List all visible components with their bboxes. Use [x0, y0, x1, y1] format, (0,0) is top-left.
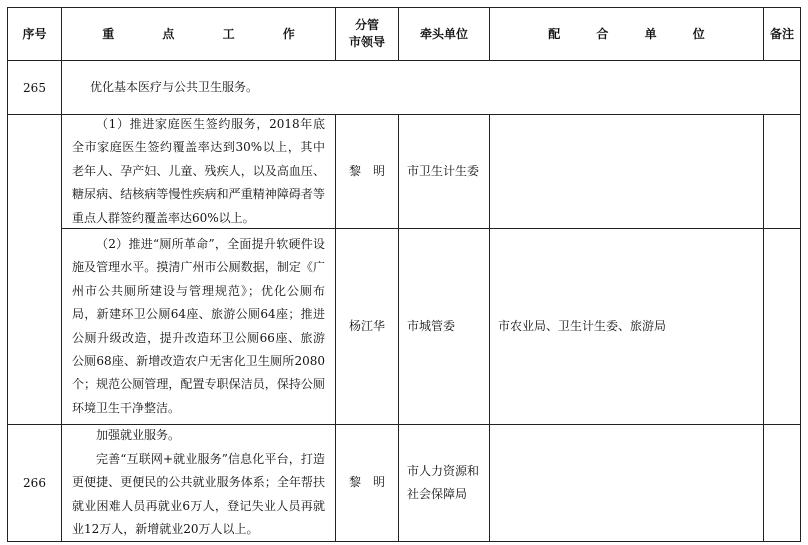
- row-265-seq-value: 265: [23, 80, 46, 95]
- row-266-work: [62, 425, 335, 541]
- header-leader: [336, 8, 398, 60]
- header-remark: [764, 8, 800, 60]
- header-seq-label: 序号: [22, 26, 47, 41]
- item1-lead-unit: [399, 115, 489, 228]
- header-leader-line1: 分管: [354, 18, 379, 32]
- item2-lead-unit-name: 市城管委: [407, 318, 456, 333]
- item1-lead-unit-name: 市卫生计生委: [407, 163, 480, 178]
- row-266-seq-value: 266: [23, 476, 46, 490]
- row-266-work-title: 加强就业服务。: [96, 428, 181, 443]
- item1-work: [62, 115, 335, 228]
- item1-coop-unit: [490, 115, 763, 228]
- item2-work: [62, 229, 335, 424]
- item1-remark: [764, 115, 800, 228]
- item1-leader-name: 黎 明: [348, 163, 385, 178]
- row-266-lead-unit: [399, 425, 489, 541]
- col-line-right: [800, 7, 801, 542]
- item1-leader: [336, 115, 398, 228]
- item2-leader: [336, 229, 398, 424]
- item2-work-text: （2）推进“厕所革命”，全面提升软硬件设施及管理水平。摸清广州市公厕数据，制定《广州市公共厕所建设与管理规范》；优化公厕布局，新建环卫公厕64座、旅游公厕64座；推进公厕升级改造，提升改造环卫公厕66座、旅游公厕68座、新增改造农户无害化卫生厕所2080个；规范公厕管理，配置专职保洁员，保持公厕环境卫生干净整洁。: [72, 236, 325, 415]
- row-266-work-text: 完善“互联网+就业服务”信息化平台，打造更便捷、更便民的公共就业服务体系；全年帮扶就业困难人员再就业6万人，登记失业人员再就业12万人，新增就业20万人以上。: [72, 451, 325, 537]
- header-coop-unit: [490, 8, 763, 60]
- header-coop-unit-label: 配 合 单 位: [548, 26, 721, 41]
- header-work: [62, 8, 335, 60]
- row-265-seq: [8, 61, 61, 114]
- item2-coop-unit-name: 市农业局、卫生计生委、旅游局: [498, 318, 667, 333]
- row-266-coop-unit: [490, 425, 763, 541]
- header-remark-label: 备注: [769, 26, 794, 41]
- row-266-remark: [764, 425, 800, 541]
- header-lead-unit-label: 牵头单位: [419, 26, 468, 41]
- row-266-seq: [8, 425, 61, 541]
- header-leader-line2: 市领导: [348, 35, 385, 49]
- item2-coop-unit: [490, 229, 763, 424]
- row-266-leader: [336, 425, 398, 541]
- item1-work-text: （1）推进家庭医生签约服务，2018年底全市家庭医生签约覆盖率达到30%以上，其中老年人、孕产妇、儿童、残疾人，以及高血压、糖尿病、结核病等慢性疾病和严重精神障碍者等重点人群签约覆盖率达60%以上。: [72, 116, 325, 225]
- row-266-lead-unit-name: 市人力资源和社会保障局: [407, 463, 480, 501]
- header-lead-unit: [399, 8, 489, 60]
- header-seq: [8, 8, 61, 60]
- row-265-title-text: 优化基本医疗与公共卫生服务。: [90, 79, 259, 94]
- item2-lead-unit: [399, 229, 489, 424]
- item2-remark: [764, 229, 800, 424]
- row-265-title: [62, 61, 800, 114]
- row-266-leader-name: 黎 明: [348, 475, 385, 490]
- header-work-label: 重 点 工 作: [102, 26, 317, 41]
- item2-leader-name: 杨江华: [348, 318, 385, 333]
